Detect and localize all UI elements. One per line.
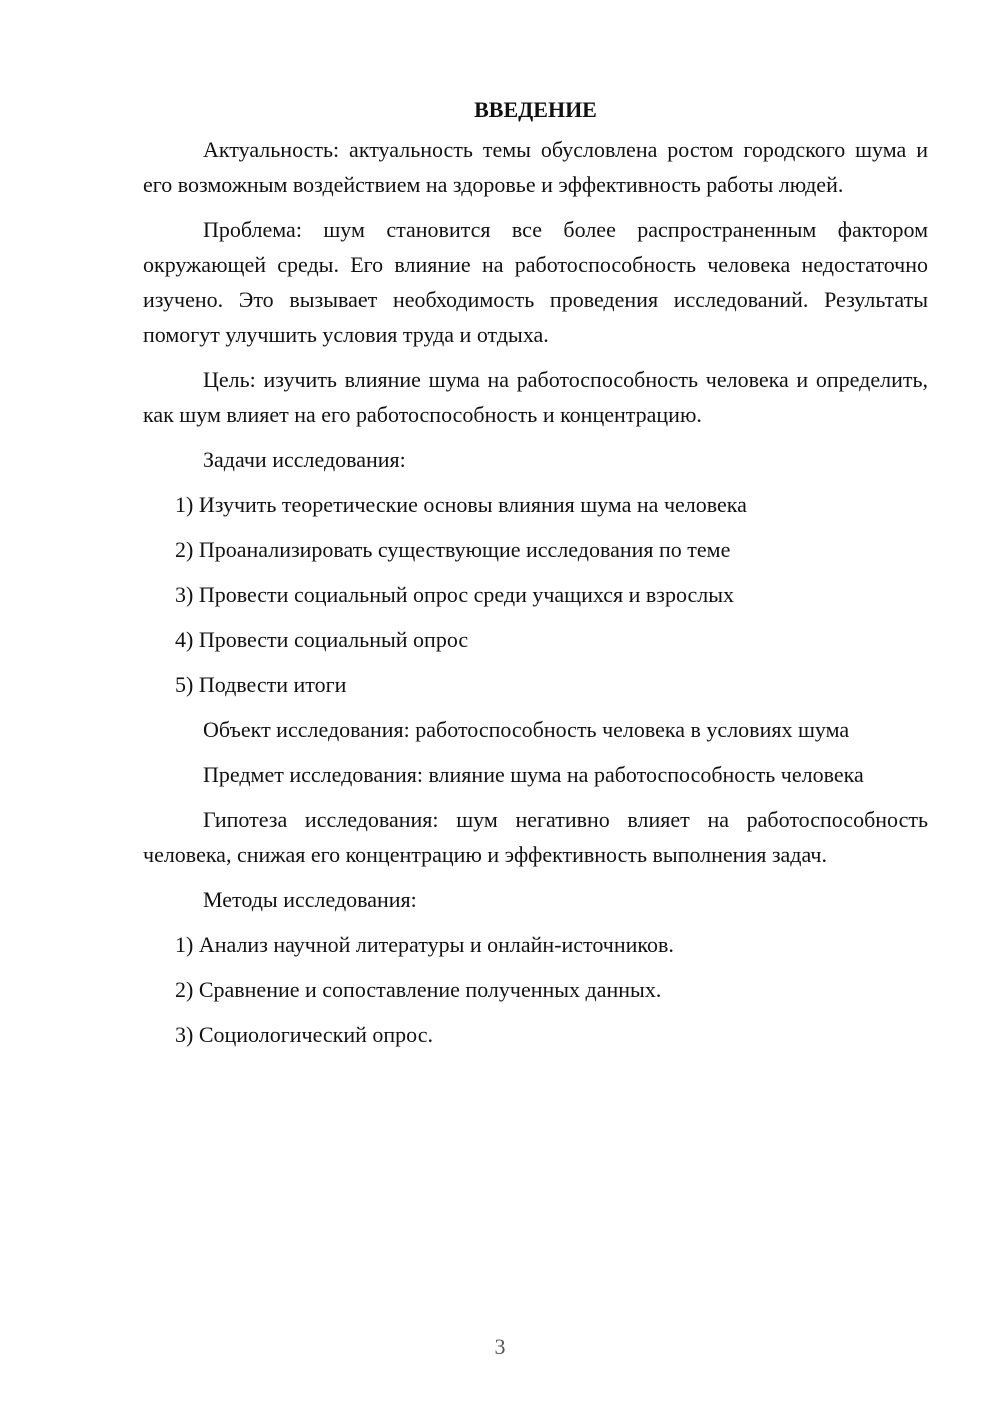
list-item: 5) Подвести итоги <box>175 672 347 697</box>
section-title: ВВЕДЕНИЕ <box>474 97 597 122</box>
paragraph-actuality: Актуальность: актуальность темы обусловлена ростом городского шума и его возможным воздействием на здоровье и эффективность работы людей. <box>143 137 928 197</box>
methods-heading: Методы исследования: <box>203 887 417 912</box>
tasks-heading: Задачи исследования: <box>203 447 406 472</box>
paragraph-goal: Цель: изучить влияние шума на работоспособность человека и определить, как шум влияет на его работоспособность и концентрацию. <box>143 367 928 427</box>
paragraph-object: Объект исследования: работоспособность человека в условиях шума <box>203 717 850 742</box>
list-item: 3) Социологический опрос. <box>175 1022 433 1047</box>
tasks-list <box>143 487 928 702</box>
paragraph-subject: Предмет исследования: влияние шума на работоспособность человека <box>203 762 864 787</box>
methods-list <box>143 927 928 1052</box>
list-item: 3) Провести социальный опрос среди учащихся и взрослых <box>175 582 735 607</box>
list-item: 4) Провести социальный опрос <box>175 627 469 652</box>
page-content <box>143 92 928 1062</box>
list-item: 1) Изучить теоретические основы влияния шума на человека <box>175 492 747 517</box>
paragraph-problem: Проблема: шум становится все более распространенным фактором окружающей среды. Его влияние на работоспособность человека недостаточно изучено. Это вызывает необходимость проведения исследований. Результаты помогут улучшить условия труда и отдыха. <box>143 217 928 347</box>
paragraph-hypothesis: Гипотеза исследования: шум негативно влияет на работоспособность человека, снижая его концентрацию и эффективность выполнения задач. <box>143 807 928 867</box>
page-number: 3 <box>494 1334 506 1359</box>
list-item: 2) Проанализировать существующие исследования по теме <box>175 537 731 562</box>
list-item: 1) Анализ научной литературы и онлайн-источников. <box>175 932 674 957</box>
list-item: 2) Сравнение и сопоставление полученных данных. <box>175 977 662 1002</box>
